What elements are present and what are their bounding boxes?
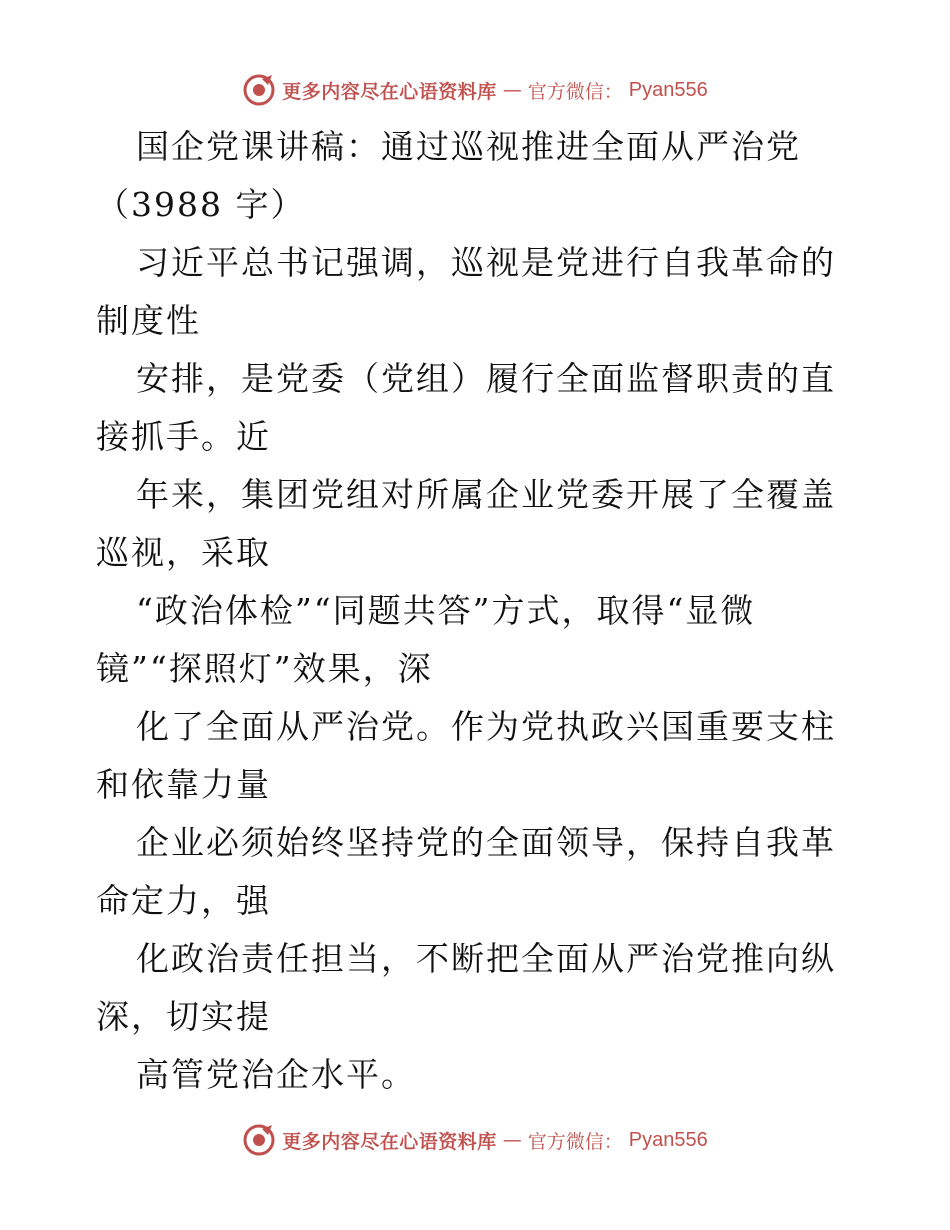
- paragraph-line: 安排，是党委（党组）履行全面监督职责的直接抓手。近: [96, 359, 836, 456]
- watermark-dash: —: [502, 1129, 522, 1151]
- header-watermark: [0, 70, 950, 110]
- watermark-wechat-id: Pyan556: [628, 1128, 708, 1151]
- watermark-dash: —: [502, 79, 522, 101]
- paragraph-line: 高管党治企水平。: [136, 1055, 416, 1094]
- watermark-official-label: 官方微信：: [527, 1130, 623, 1153]
- paragraph-line: 企业必须始终坚持党的全面领导，保持自我革命定力，强: [96, 823, 836, 920]
- paragraph-line: 年来，集团党组对所属企业党委开展了全覆盖巡视，采取: [96, 475, 836, 572]
- document-body: [96, 118, 856, 1104]
- paragraph-line: 化了全面从严治党。作为党执政兴国重要支柱和依靠力量: [96, 707, 836, 804]
- paragraph-line: 习近平总书记强调，巡视是党进行自我革命的制度性: [96, 243, 836, 340]
- watermark-wechat-id: Pyan556: [628, 78, 708, 101]
- watermark-logo-icon: [242, 73, 276, 107]
- watermark-text: 更多内容尽在心语资料库: [282, 80, 497, 103]
- paragraph-line: “政治体检”“同题共答”方式，取得“显微镜”“探照灯”效果，深: [96, 591, 756, 688]
- watermark-text: 更多内容尽在心语资料库: [282, 1130, 497, 1153]
- footer-watermark: [0, 1120, 950, 1160]
- paragraph-line: 化政治责任担当，不断把全面从严治党推向纵深，切实提: [96, 939, 836, 1036]
- watermark-logo-icon: [242, 1123, 276, 1157]
- watermark-official-label: 官方微信：: [527, 80, 623, 103]
- document-title: 国企党课讲稿：通过巡视推进全面从严治党（3988 字）: [96, 127, 801, 224]
